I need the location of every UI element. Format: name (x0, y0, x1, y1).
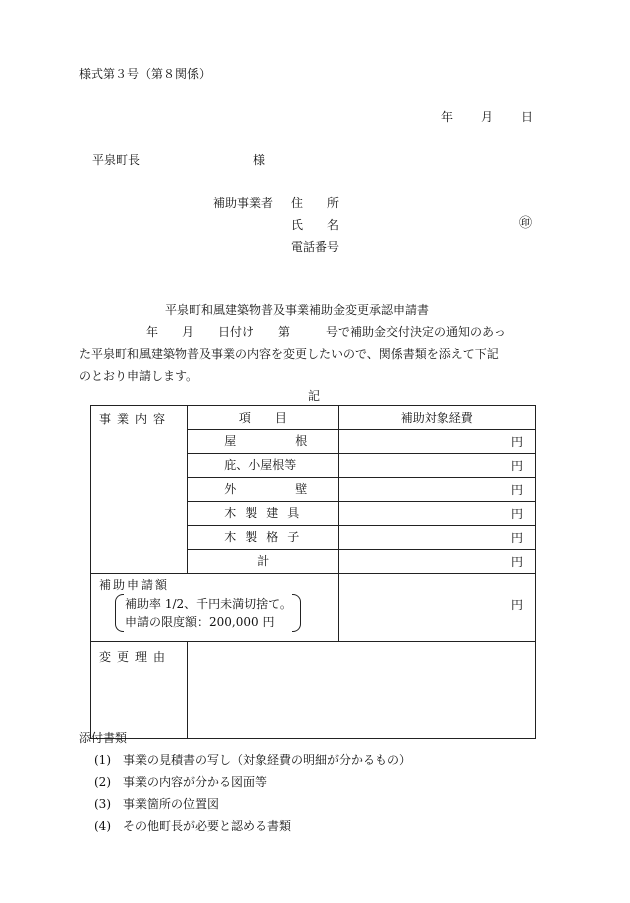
item-total: 計 (188, 550, 338, 574)
date-day-label: 日 (521, 110, 534, 124)
item-eaves: 庇、小屋根等 (188, 454, 338, 478)
date-year-label: 年 (441, 110, 454, 124)
column-header-cost: 補助対象経費 (338, 406, 535, 430)
application-amount-label: 補助申請額 (99, 578, 170, 592)
eaves-cost-cell[interactable]: 円 (338, 454, 535, 478)
application-amount-label-cell (91, 574, 339, 642)
date-month-label: 月 (481, 110, 494, 124)
phone-label: 電話番号 (291, 240, 340, 254)
item-exterior-wall: 外 壁 (188, 478, 338, 502)
address-label: 住 所 (291, 196, 340, 210)
body-line-2: た平泉町和風建築物普及事業の内容を変更したいので、関係書類を添えて下記 (79, 347, 499, 361)
attachments-title: 添付書類 (79, 731, 128, 745)
body-line-1: 年 月 日付け 第 号で補助金交付決定の通知のあっ (146, 325, 506, 339)
item-roof: 屋 根 (188, 430, 338, 454)
attachment-item-3: (3) 事業箇所の位置図 (94, 797, 219, 811)
change-reason-label: 変更理由 (91, 642, 188, 739)
limit-note: 申請の限度額：200,000 円 (125, 615, 275, 629)
attachment-item-2: (2) 事業の内容が分かる図面等 (94, 775, 267, 789)
rate-note: 補助率 1/2、千円未満切捨て。 (125, 597, 292, 611)
rate-note-bracket (115, 594, 301, 632)
recipient-name: 平泉町長 (92, 153, 141, 167)
change-reason-field[interactable] (188, 642, 536, 739)
name-label: 氏 名 (291, 218, 340, 232)
attachment-item-4: (4) その他町長が必要と認める書類 (94, 819, 291, 833)
total-cost-cell[interactable]: 円 (338, 550, 535, 574)
application-table (90, 405, 536, 739)
item-wooden-lattice: 木製格子 (188, 526, 338, 550)
column-header-item: 項 目 (188, 406, 338, 430)
fittings-cost-cell[interactable]: 円 (338, 502, 535, 526)
applicant-label: 補助事業者 (213, 196, 274, 210)
table-header-row (91, 406, 536, 430)
body-line-3: のとおり申請します。 (79, 369, 199, 383)
change-reason-row (91, 642, 536, 739)
application-amount-row (91, 574, 536, 642)
section-label: 事業内容 (91, 406, 188, 574)
item-wooden-fittings: 木製建具 (188, 502, 338, 526)
roof-cost-cell[interactable]: 円 (338, 430, 535, 454)
document-title: 平泉町和風建築物普及事業補助金変更承認申請書 (165, 303, 430, 317)
application-amount-cell[interactable]: 円 (338, 574, 535, 642)
attachment-item-1: (1) 事業の見積書の写し（対象経費の明細が分かるもの） (94, 753, 412, 767)
ki-heading: 記 (308, 389, 321, 403)
seal-mark: ㊞ (519, 216, 533, 231)
recipient-honorific: 様 (253, 153, 266, 167)
wall-cost-cell[interactable]: 円 (338, 478, 535, 502)
lattice-cost-cell[interactable]: 円 (338, 526, 535, 550)
form-number: 様式第３号（第８関係） (79, 67, 212, 81)
